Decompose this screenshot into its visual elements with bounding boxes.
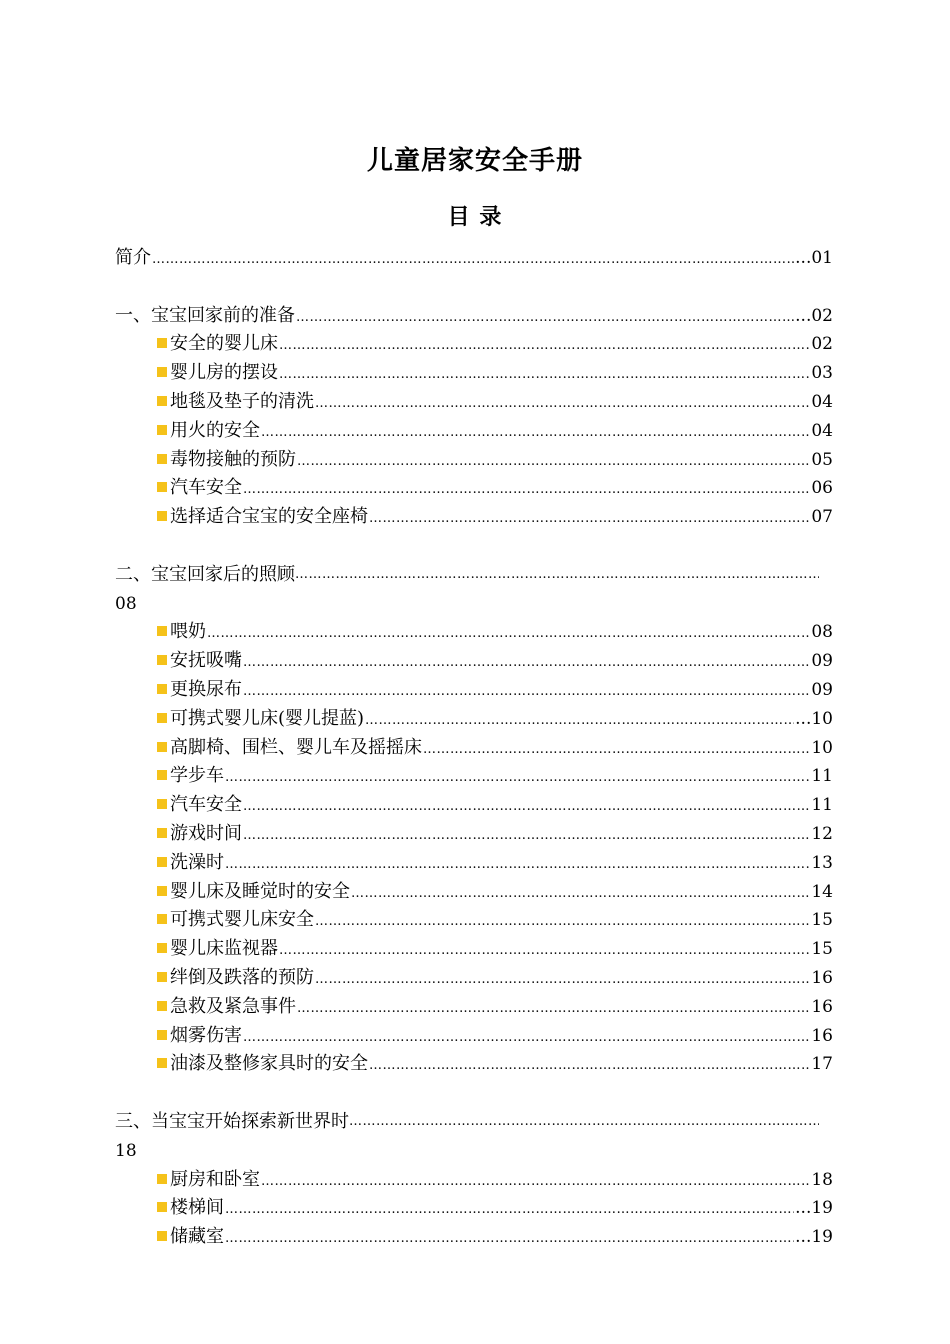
square-bullet-icon xyxy=(157,713,167,723)
square-bullet-icon xyxy=(157,338,167,348)
square-bullet-icon xyxy=(157,511,167,521)
dot-leader xyxy=(243,678,810,705)
toc-entry-page: 02 xyxy=(811,334,833,355)
toc-entry[interactable] xyxy=(115,705,833,734)
dot-leader xyxy=(243,649,810,676)
toc-entry[interactable] xyxy=(115,935,833,964)
toc-entry-page: 13 xyxy=(811,852,833,873)
toc-entry-page: 11 xyxy=(811,766,833,787)
square-bullet-icon xyxy=(157,396,167,406)
toc-entry-label: 烟雾伤害 xyxy=(157,1022,242,1051)
toc-entry-page: 18 xyxy=(811,1169,833,1190)
square-bullet-icon xyxy=(157,914,167,924)
dot-leader xyxy=(365,707,794,734)
dot-leader xyxy=(315,966,810,993)
toc-entry[interactable] xyxy=(115,446,833,475)
toc-heading: 目 录 xyxy=(447,204,503,230)
toc-entry-label: 安全的婴儿床 xyxy=(157,330,278,359)
dot-leader xyxy=(243,822,810,849)
toc-entry-label: 婴儿床及睡觉时的安全 xyxy=(157,878,350,907)
toc-entry-label: 储藏室 xyxy=(157,1223,224,1252)
toc-entry-page: ...01 xyxy=(795,248,833,268)
toc-entry-label: 厨房和卧室 xyxy=(157,1166,260,1195)
dot-leader xyxy=(243,793,810,820)
toc-entry-page: 15 xyxy=(811,910,833,931)
toc-entry[interactable] xyxy=(115,1022,833,1051)
toc-entry-label: 绊倒及跌落的预防 xyxy=(157,964,314,993)
square-bullet-icon xyxy=(157,1231,167,1241)
toc-entry[interactable] xyxy=(115,388,833,417)
dot-leader xyxy=(297,995,810,1022)
toc-entry[interactable] xyxy=(115,734,833,763)
toc-entry-page: ...10 xyxy=(795,708,833,729)
toc-entry-label: 学步车 xyxy=(157,762,224,791)
dot-leader xyxy=(369,505,810,532)
toc-entry-label: 可携式婴儿床安全 xyxy=(157,906,314,935)
toc-section-page: 18 xyxy=(115,1140,137,1161)
dot-leader xyxy=(315,390,810,417)
toc-entry[interactable] xyxy=(115,503,833,532)
dot-leader xyxy=(279,332,810,359)
toc-entry-page: 04 xyxy=(811,420,833,441)
square-bullet-icon xyxy=(157,684,167,694)
toc-entry[interactable] xyxy=(115,820,833,849)
square-bullet-icon xyxy=(157,1174,167,1184)
toc-entry[interactable] xyxy=(115,1166,833,1195)
dot-leader xyxy=(243,1024,810,1051)
square-bullet-icon xyxy=(157,655,167,665)
toc-entry-label: 婴儿床监视器 xyxy=(157,935,278,964)
toc-section-3[interactable] xyxy=(115,1108,833,1137)
toc-entry-label: 毒物接触的预防 xyxy=(157,446,296,475)
dot-leader xyxy=(315,908,810,935)
toc-section-label: 三、当宝宝开始探索新世界时 xyxy=(115,1110,349,1132)
square-bullet-icon xyxy=(157,1202,167,1212)
toc-entry-page: 10 xyxy=(811,737,833,758)
dot-leader xyxy=(295,561,819,590)
toc-entry-page: 09 xyxy=(811,651,833,672)
dot-leader xyxy=(225,1225,794,1252)
dot-leader xyxy=(225,851,810,878)
dot-leader xyxy=(369,1052,810,1079)
toc-entry-page: 16 xyxy=(811,967,833,988)
square-bullet-icon xyxy=(157,972,167,982)
dot-leader xyxy=(261,419,810,446)
toc-entry-page: ...19 xyxy=(795,1227,833,1248)
toc-entry-page: 06 xyxy=(811,478,833,499)
toc-entry[interactable] xyxy=(115,417,833,446)
square-bullet-icon xyxy=(157,454,167,464)
toc-entry-label: 可携式婴儿床(婴儿提蓝) xyxy=(157,705,364,734)
toc-entry-label: 更换尿布 xyxy=(157,676,242,705)
toc-entry[interactable] xyxy=(115,878,833,907)
dot-leader xyxy=(423,736,810,763)
toc-entry-page: 08 xyxy=(811,622,833,643)
dot-leader xyxy=(225,1196,794,1223)
dot-leader xyxy=(349,1108,819,1137)
dot-leader xyxy=(351,880,810,907)
toc-entry-page: 07 xyxy=(811,507,833,528)
toc-entry[interactable] xyxy=(115,993,833,1022)
toc-entry-label: 楼梯间 xyxy=(157,1194,224,1223)
toc-section-label: 二、宝宝回家后的照顾 xyxy=(115,563,295,585)
toc-entry[interactable] xyxy=(115,964,833,993)
toc-entry-page: 16 xyxy=(811,996,833,1017)
toc-entry-page: 05 xyxy=(811,449,833,470)
dot-leader xyxy=(207,620,810,647)
square-bullet-icon xyxy=(157,482,167,492)
square-bullet-icon xyxy=(157,943,167,953)
square-bullet-icon xyxy=(157,626,167,636)
toc-entry-label: 汽车安全 xyxy=(157,474,242,503)
toc-entry-label: 喂奶 xyxy=(157,618,206,647)
toc-entry[interactable] xyxy=(115,359,833,388)
toc-section-page: ...02 xyxy=(795,305,833,326)
toc-entry-label: 选择适合宝宝的安全座椅 xyxy=(157,503,368,532)
toc-entry-label: 安抚吸嘴 xyxy=(157,647,242,676)
toc-entry[interactable] xyxy=(115,849,833,878)
dot-leader xyxy=(296,304,794,331)
table-of-contents xyxy=(115,244,833,1252)
toc-entry-page: 12 xyxy=(811,823,833,844)
toc-entry[interactable] xyxy=(115,330,833,359)
toc-entry-page: 14 xyxy=(811,881,833,902)
square-bullet-icon xyxy=(157,742,167,752)
square-bullet-icon xyxy=(157,1001,167,1011)
toc-entry-page: 04 xyxy=(811,391,833,412)
square-bullet-icon xyxy=(157,886,167,896)
toc-entry-page: 15 xyxy=(811,939,833,960)
toc-section-1[interactable] xyxy=(115,302,833,331)
toc-entry-label: 高脚椅、围栏、婴儿车及摇摇床 xyxy=(157,734,422,763)
toc-entry[interactable] xyxy=(115,1194,833,1223)
dot-leader xyxy=(152,246,794,273)
toc-entry-label: 简介 xyxy=(115,247,151,268)
square-bullet-icon xyxy=(157,1030,167,1040)
toc-entry[interactable] xyxy=(115,906,833,935)
dot-leader xyxy=(261,1168,810,1195)
dot-leader xyxy=(297,448,810,475)
dot-leader xyxy=(225,764,810,791)
square-bullet-icon xyxy=(157,425,167,435)
toc-entry-page: ...19 xyxy=(795,1198,833,1219)
toc-entry[interactable] xyxy=(115,618,833,647)
square-bullet-icon xyxy=(157,770,167,780)
toc-entry-label: 游戏时间 xyxy=(157,820,242,849)
toc-entry[interactable] xyxy=(115,647,833,676)
toc-entry[interactable] xyxy=(115,676,833,705)
square-bullet-icon xyxy=(157,828,167,838)
toc-entry-page: 03 xyxy=(811,363,833,384)
toc-section-label: 一、宝宝回家前的准备 xyxy=(115,304,295,326)
toc-entry[interactable] xyxy=(115,1223,833,1252)
toc-entry-label: 油漆及整修家具时的安全 xyxy=(157,1050,368,1079)
square-bullet-icon xyxy=(157,367,167,377)
toc-entry[interactable] xyxy=(115,791,833,820)
toc-entry-page: 11 xyxy=(811,795,833,816)
toc-section-page: 08 xyxy=(115,593,137,614)
toc-entry[interactable] xyxy=(115,762,833,791)
toc-entry-label: 地毯及垫子的清洗 xyxy=(157,388,314,417)
toc-entry-page: 16 xyxy=(811,1025,833,1046)
toc-entry-page: 17 xyxy=(811,1054,833,1075)
toc-entry-intro[interactable] xyxy=(115,244,833,273)
toc-entry-label: 急救及紧急事件 xyxy=(157,993,296,1022)
toc-section-2[interactable] xyxy=(115,561,833,590)
toc-entry-label: 洗澡时 xyxy=(157,849,224,878)
square-bullet-icon xyxy=(157,1058,167,1068)
toc-entry-label: 用火的安全 xyxy=(157,417,260,446)
dot-leader xyxy=(279,937,810,964)
toc-entry-label: 汽车安全 xyxy=(157,791,242,820)
dot-leader xyxy=(279,361,810,388)
dot-leader xyxy=(243,476,810,503)
square-bullet-icon xyxy=(157,799,167,809)
document-title: 儿童居家安全手册 xyxy=(366,146,583,176)
toc-entry-page: 09 xyxy=(811,679,833,700)
toc-entry-label: 婴儿房的摆设 xyxy=(157,359,278,388)
toc-entry[interactable] xyxy=(115,1050,833,1079)
toc-entry[interactable] xyxy=(115,474,833,503)
square-bullet-icon xyxy=(157,857,167,867)
